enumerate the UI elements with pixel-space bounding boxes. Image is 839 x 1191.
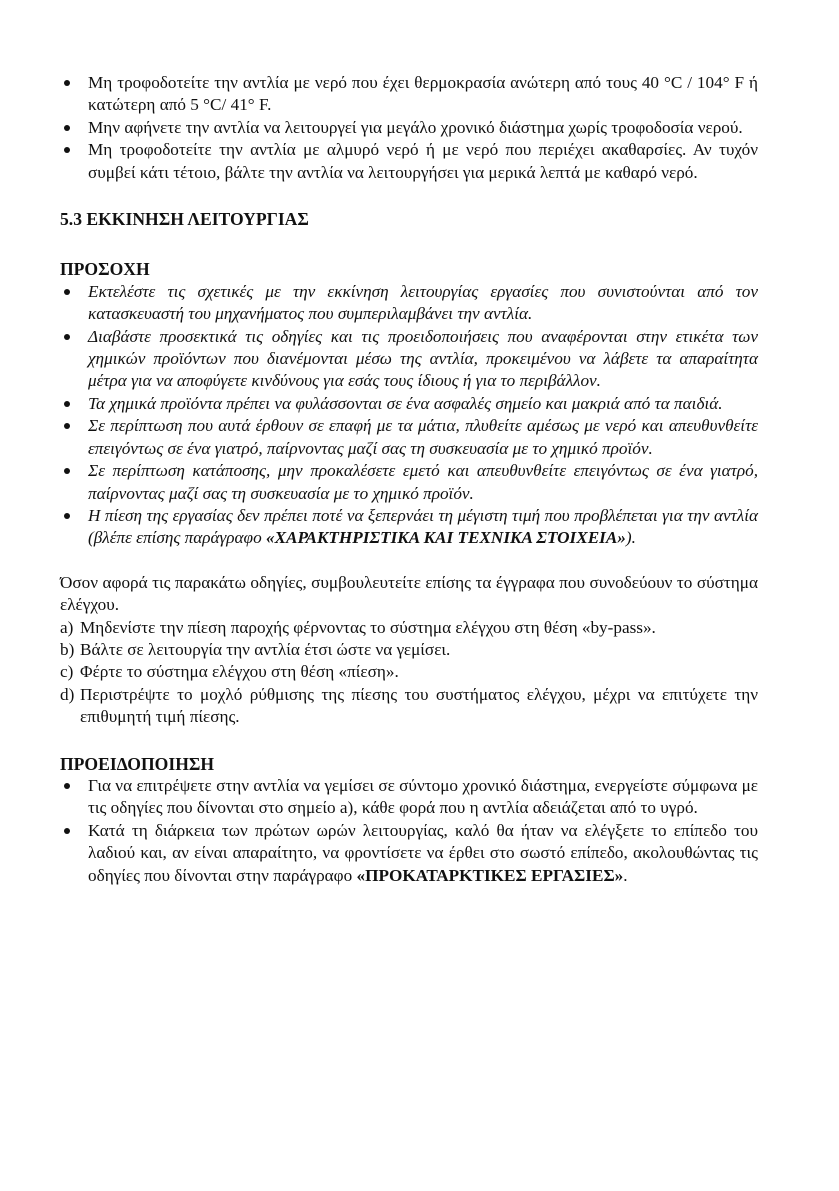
- list-item: Μη τροφοδοτείτε την αντλία με αλμυρό νερό ή με νερό που περιέχει ακαθαρσίες. Αν τυχόν συμβεί κάτι τέτοιο, βάλτε την αντλία να λειτουργήσει για μερικά λεπτά με καθαρό νερό.: [60, 139, 758, 184]
- step-mark: a): [60, 617, 74, 637]
- caution-list: [60, 281, 758, 550]
- step-mark: c): [60, 662, 74, 682]
- list-item: Διαβάστε προσεκτικά τις οδηγίες και τις προειδοποιήσεις που αναφέρονται στην ετικέτα των χημικών προϊόντων που διανέμονται μέσω της αντλία, προκειμένου να λάβετε τα απαραίτητα μέτρα για να αποφύγετε κινδύνους για εσάς τους ίδιους ή για το περιβάλλον.: [60, 326, 758, 393]
- list-item: Για να επιτρέψετε στην αντλία να γεμίσει σε σύντομο χρονικό διάστημα, ενεργείστε σύμφωνα με τις οδηγίες που δίνονται στο σημείο a), κάθε φορά που η αντλία αδειάζεται από το υγρό.: [60, 775, 758, 820]
- top-bullet-list: [60, 72, 758, 184]
- step-mark: b): [60, 639, 75, 659]
- steps-list: [60, 617, 758, 729]
- section-reference: «ΧΑΡΑΚΤΗΡΙΣΤΙΚΑ ΚΑΙ ΤΕΧΝΙΚΑ ΣΤΟΙΧΕΙΑ»: [265, 528, 626, 548]
- step-item: [60, 617, 758, 639]
- list-item: Μην αφήνετε την αντλία να λειτουργεί για μεγάλο χρονικό διάστημα χωρίς τροφοδοσία νερού.: [60, 117, 758, 139]
- step-item: [60, 639, 758, 661]
- list-item: Μη τροφοδοτείτε την αντλία με νερό που έχει θερμοκρασία ανώτερη από τους 40 °C / 104° F ή κατώτερη από 5 °C/ 41° F.: [60, 72, 758, 117]
- step-text: Μηδενίστε την πίεση παροχής φέρνοντας το σύστημα ελέγχου στη θέση «by-pass».: [80, 617, 656, 637]
- step-text: Βάλτε σε λειτουργία την αντλία έτσι ώστε να γεμίσει.: [80, 639, 451, 659]
- list-item: Σε περίπτωση που αυτά έρθουν σε επαφή με τα μάτια, πλυθείτε αμέσως με νερό και απευθυνθείτε επειγόντως σε ένα γιατρό, παίρνοντας μαζί σας τη συσκευασία με το χημικό προϊόν.: [60, 415, 758, 460]
- list-item: Τα χημικά προϊόντα πρέπει να φυλάσσονται σε ένα ασφαλές σημείο και μακριά από τα παιδιά.: [60, 393, 758, 415]
- step-item: [60, 661, 758, 683]
- list-item: [60, 820, 758, 887]
- list-item: Σε περίπτωση κατάποσης, μην προκαλέσετε εμετό και απευθυνθείτε επειγόντως σε ένα γιατρό, παίρνοντας μαζί σας τη συσκευασία με το χημικό προϊόν.: [60, 460, 758, 505]
- list-item-text: Κατά τη διάρκεια των πρώτων ωρών λειτουργίας, καλό θα ήταν να ελέγξετε το επίπεδο του λαδιού και, αν είναι απαραίτητο, να φροντίσετε να έρθει στο σωστό επίπεδο, ακολουθώντας τις οδηγίες που δίνονται στην παράγραφο: [88, 820, 758, 885]
- section-heading: 5.3 ΕΚΚΙΝΗΣΗ ΛΕΙΤΟΥΡΓΙΑΣ: [60, 209, 309, 230]
- warning-list: [60, 775, 758, 887]
- step-mark: d): [60, 684, 75, 704]
- list-item-end: .: [623, 865, 628, 885]
- list-item: Εκτελέστε τις σχετικές με την εκκίνηση λειτουργίας εργασίες που συνιστούνται από τον κατασκευαστή του μηχανήματος που συμπεριλαμβάνει την αντλία.: [60, 281, 758, 326]
- step-item: [60, 684, 758, 729]
- list-item: [60, 505, 758, 550]
- list-item-end: ).: [625, 528, 636, 548]
- section-reference: «ΠΡΟΚΑΤΑΡΚΤΙΚΕΣ ΕΡΓΑΣΙΕΣ»: [356, 865, 624, 885]
- intro-paragraph: Όσον αφορά τις παρακάτω οδηγίες, συμβουλευτείτε επίσης τα έγγραφα που συνοδεύουν το σύστημα ελέγχου.: [60, 572, 758, 615]
- step-text: Φέρτε το σύστημα ελέγχου στη θέση «πίεση».: [80, 662, 399, 682]
- page-content: [60, 72, 758, 887]
- list-item-text: Η πίεση της εργασίας δεν πρέπει ποτέ να ξεπερνάει τη μέγιστη τιμή που προβλέπεται για την αντλία (βλέπε επίσης παράγραφο: [88, 505, 758, 548]
- step-text: Περιστρέψτε το μοχλό ρύθμισης της πίεσης του συστήματος ελέγχου, μέχρι να επιτύχετε την επιθυμητή τιμή πίεσης.: [80, 684, 758, 727]
- caution-heading: ΠΡΟΣΟΧΗ: [60, 259, 150, 280]
- warning-heading: ΠΡΟΕΙΔΟΠΟΙΗΣΗ: [60, 753, 215, 774]
